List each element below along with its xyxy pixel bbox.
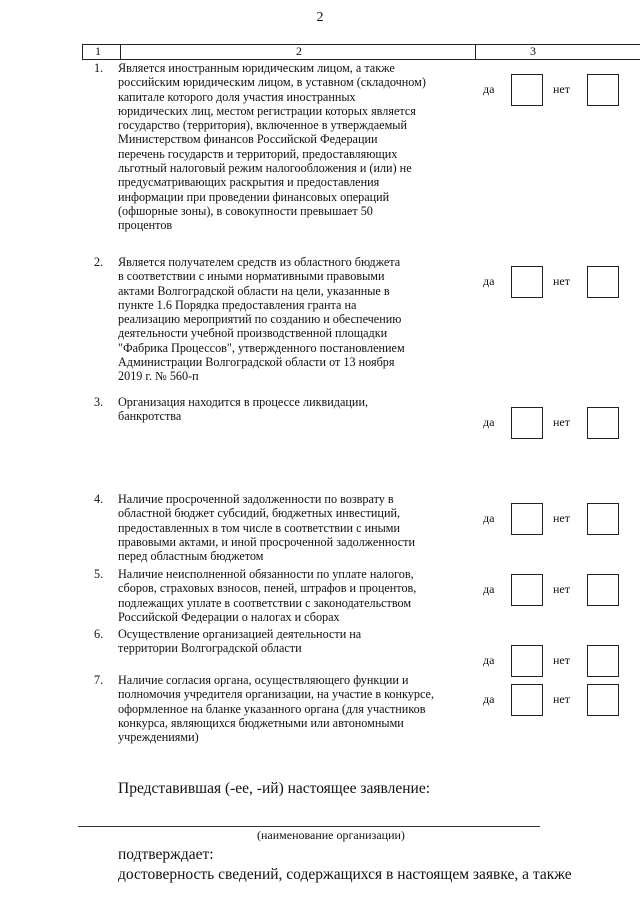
header-col-2: 2 <box>296 44 302 58</box>
header-divider <box>475 45 476 59</box>
item-text-line: льготный налоговый режим налогообложения и (или) не <box>118 161 412 176</box>
item-text-line: юридических лиц, местом регистрации которых является <box>118 103 416 118</box>
confirms-text: подтверждает: <box>118 846 214 863</box>
org-name-line <box>78 826 540 827</box>
no-checkbox[interactable] <box>587 266 619 298</box>
item-text <box>118 627 453 656</box>
item-text-line: правовыми актами, и иной просроченной задолженности <box>118 534 416 549</box>
item-text-line: Наличие просроченной задолженности по возврату в <box>118 492 394 506</box>
no-label: нет <box>553 511 570 525</box>
no-label: нет <box>553 582 570 596</box>
item-text-line: Организация находится в процессе ликвидации, <box>118 395 369 409</box>
presenter-text: Представившая (-ее, -ий) настоящее заявление: <box>118 780 431 797</box>
item-text-line: сборов, страховых взносов, пеней, штрафов и процентов, <box>118 581 417 596</box>
no-checkbox[interactable] <box>587 503 619 535</box>
item-text-line: Российской Федерации о налогах и сборах <box>118 609 340 624</box>
item-number: 7. <box>94 673 104 687</box>
item-number: 3. <box>94 395 104 409</box>
yes-checkbox[interactable] <box>511 574 543 606</box>
yes-label: да <box>483 82 495 96</box>
yes-label: да <box>483 274 495 288</box>
item-text-line: деятельности учебной производственной площадки <box>118 326 388 341</box>
item-text-line: предоставленных в том числе в соответствии с иными <box>118 520 401 535</box>
item-text-line: перед областным бюджетом <box>118 549 264 564</box>
item-text <box>118 567 453 624</box>
no-label: нет <box>553 653 570 667</box>
yes-label: да <box>483 653 495 667</box>
yes-checkbox[interactable] <box>511 74 543 106</box>
no-label: нет <box>553 82 570 96</box>
item-text <box>118 673 453 744</box>
no-checkbox[interactable] <box>587 74 619 106</box>
item-text-line: банкротства <box>118 409 182 424</box>
item-number: 4. <box>94 492 104 506</box>
table-header <box>82 44 640 60</box>
item-number: 1. <box>94 61 104 75</box>
yes-label: да <box>483 692 495 706</box>
item-text <box>118 61 453 233</box>
header-col-3: 3 <box>530 44 536 58</box>
item-text-line: Наличие согласия органа, осуществляющего функции и <box>118 673 409 687</box>
no-label: нет <box>553 692 570 706</box>
item-text-line: полномочия учредителя организации, на участие в конкурсе, <box>118 687 434 702</box>
header-col-1: 1 <box>95 44 101 58</box>
no-checkbox[interactable] <box>587 645 619 677</box>
item-text-line: учреждениями) <box>118 730 199 745</box>
item-number: 6. <box>94 627 104 641</box>
item-text-line: перечень государств и территорий, предоставляющих <box>118 146 398 161</box>
item-text-line: предусматривающих раскрытия и предоставления <box>118 175 380 190</box>
item-text-line: Осуществление организацией деятельности на <box>118 627 362 641</box>
yes-checkbox[interactable] <box>511 407 543 439</box>
item-number: 5. <box>94 567 104 581</box>
item-text-line: областной бюджет субсидий, бюджетных инвестиций, <box>118 506 401 521</box>
item-text-line: подлежащих уплате в соответствии с законодательством <box>118 595 412 610</box>
item-text-line: в соответствии с иными нормативными правовыми <box>118 269 385 284</box>
no-checkbox[interactable] <box>587 574 619 606</box>
yes-checkbox[interactable] <box>511 266 543 298</box>
yes-checkbox[interactable] <box>511 645 543 677</box>
yes-label: да <box>483 415 495 429</box>
item-text-line: капитале которого доля участия иностранных <box>118 89 356 104</box>
item-text-line: российским юридическим лицом, в уставном (складочном) <box>118 75 426 90</box>
item-text <box>118 395 453 424</box>
page-number: 2 <box>316 10 324 25</box>
last-line-text: достоверность сведений, содержащихся в настоящем заявке, а также <box>118 866 572 883</box>
item-text-line: реализацию мероприятий по созданию и обеспечению <box>118 312 402 327</box>
item-text-line: Министерством финансов Российской Федерации <box>118 132 378 147</box>
item-text-line: (офшорные зоны), в совокупности превышает 50 <box>118 203 373 218</box>
item-text-line: Является получателем средств из областного бюджета <box>118 255 401 269</box>
item-text-line: Является иностранным юридическим лицом, а также <box>118 61 395 75</box>
item-text-line: Администрации Волгоградской области от 13 ноября <box>118 355 395 370</box>
no-checkbox[interactable] <box>587 684 619 716</box>
yes-label: да <box>483 582 495 596</box>
item-text <box>118 255 453 384</box>
no-label: нет <box>553 274 570 288</box>
item-text-line: 2019 г. № 560-п <box>118 369 199 384</box>
yes-checkbox[interactable] <box>511 684 543 716</box>
item-text-line: территории Волгоградской области <box>118 641 302 656</box>
item-text-line: "Фабрика Процессов", утвержденного постановлением <box>118 340 405 355</box>
no-label: нет <box>553 415 570 429</box>
item-text <box>118 492 453 563</box>
item-text-line: государство (территория), включенное в утверждаемый <box>118 118 408 133</box>
item-text-line: актами Волгоградской области на цели, указанные в <box>118 283 390 298</box>
item-text-line: процентов <box>118 218 173 233</box>
item-text-line: Наличие неисполненной обязанности по уплате налогов, <box>118 567 414 581</box>
yes-checkbox[interactable] <box>511 503 543 535</box>
item-text-line: информации при проведении финансовых операций <box>118 189 390 204</box>
item-text-line: конкурса, являющихся бюджетными или автономными <box>118 715 404 730</box>
no-checkbox[interactable] <box>587 407 619 439</box>
header-divider <box>120 45 121 59</box>
yes-label: да <box>483 511 495 525</box>
item-text-line: оформленное на бланке указанного органа (для участников <box>118 701 426 716</box>
item-number: 2. <box>94 255 104 269</box>
item-text-line: пункте 1.6 Порядка предоставления гранта на <box>118 297 357 312</box>
org-name-caption: (наименование организации) <box>257 828 405 842</box>
